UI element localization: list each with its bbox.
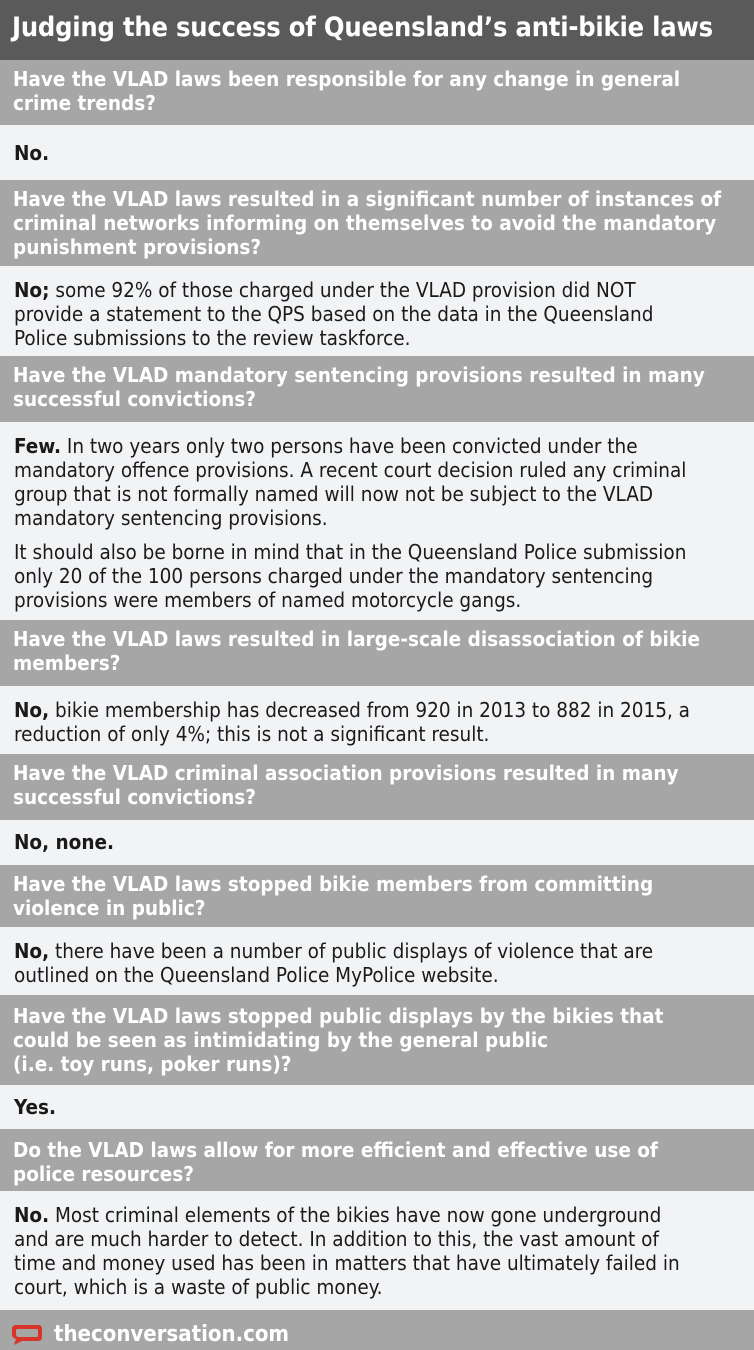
title-text: Judging the success of Queensland’s anti-bikie laws	[12, 12, 713, 43]
site-link[interactable]: theconversation.com	[54, 1321, 290, 1347]
question-2-line-3: punishment provisions?	[13, 235, 262, 259]
answer-5	[0, 820, 754, 865]
answer-3-para2-line-2: only 20 of the 100 persons charged under the mandatory sentencing	[14, 564, 654, 588]
answer-2-line-1: some 92% of those charged under the VLAD provision did NOT	[49, 278, 636, 302]
question-1	[0, 60, 754, 125]
answer-2-line-3: Police submissions to the review taskforce.	[14, 326, 411, 350]
answer-3-para2-line-3: provisions were members of named motorcycle gangs.	[14, 588, 522, 612]
answer-3-line-4: mandatory sentencing provisions.	[14, 506, 328, 530]
answer-8-line-3: time and money used has been in matters that have ultimately failed in	[14, 1251, 680, 1275]
footer	[0, 1310, 754, 1350]
question-7-line-1: Have the VLAD laws stopped public displays by the bikies that	[13, 1004, 664, 1028]
answer-2-line-2: provide a statement to the QPS based on the data in the Queensland	[14, 302, 654, 326]
answer-2-lead: No;	[14, 278, 50, 302]
question-6	[0, 865, 754, 927]
answer-1	[0, 125, 754, 180]
answer-8	[0, 1191, 754, 1310]
answer-8-line-1: Most criminal elements of the bikies have now gone underground	[49, 1203, 662, 1227]
page-title	[0, 0, 754, 60]
answer-4-line-1: bikie membership has decreased from 920 in 2013 to 882 in 2015, a	[49, 698, 690, 722]
question-5	[0, 754, 754, 820]
question-6-line-1: Have the VLAD laws stopped bikie members from committing	[13, 872, 654, 896]
answer-5-lead: No, none.	[14, 830, 114, 854]
answer-4	[0, 686, 754, 754]
conversation-speech-bubble-icon	[10, 1322, 44, 1346]
question-4-line-2: members?	[13, 651, 121, 675]
question-2-line-1: Have the VLAD laws resulted in a significant number of instances of	[13, 187, 722, 211]
answer-1-lead: No.	[14, 141, 50, 165]
question-8-line-2: police resources?	[13, 1162, 194, 1186]
answer-8-lead: No.	[14, 1203, 50, 1227]
answer-2	[0, 266, 754, 356]
answer-6-line-1: there have been a number of public displays of violence that are	[49, 939, 654, 963]
answer-6-lead: No,	[14, 939, 50, 963]
answer-3-lead: Few.	[14, 434, 62, 458]
answer-4-lead: No,	[14, 698, 50, 722]
question-5-line-2: successful convictions?	[13, 785, 256, 809]
answer-4-line-2: reduction of only 4%; this is not a significant result.	[14, 722, 490, 746]
question-2-line-2: criminal networks informing on themselves to avoid the mandatory	[13, 211, 717, 235]
answer-7-lead: Yes.	[14, 1095, 56, 1119]
answer-3-para2-line-1: It should also be borne in mind that in the Queensland Police submission	[14, 540, 687, 564]
question-1-line-2: crime trends?	[13, 91, 156, 115]
question-7-line-3: (i.e. toy runs, poker runs)?	[13, 1052, 292, 1076]
answer-6	[0, 927, 754, 995]
question-8	[0, 1129, 754, 1191]
question-7	[0, 995, 754, 1085]
question-3	[0, 356, 754, 422]
answer-3-line-1: In two years only two persons have been convicted under the	[61, 434, 638, 458]
question-1-line-1: Have the VLAD laws been responsible for any change in general	[13, 67, 681, 91]
question-2	[0, 180, 754, 266]
answer-8-line-4: court, which is a waste of public money.	[14, 1275, 383, 1299]
question-4	[0, 620, 754, 686]
answer-6-line-2: outlined on the Queensland Police MyPolice website.	[14, 963, 499, 987]
question-7-line-2: could be seen as intimidating by the general public	[13, 1028, 549, 1052]
question-4-line-1: Have the VLAD laws resulted in large-scale disassociation of bikie	[13, 627, 700, 651]
question-3-line-2: successful convictions?	[13, 387, 256, 411]
question-6-line-2: violence in public?	[13, 896, 206, 920]
answer-3-line-2: mandatory offence provisions. A recent court decision ruled any criminal	[14, 458, 687, 482]
answer-3-line-3: group that is not formally named will now not be subject to the VLAD	[14, 482, 654, 506]
question-8-line-1: Do the VLAD laws allow for more efficient and effective use of	[13, 1138, 658, 1162]
question-5-line-1: Have the VLAD criminal association provisions resulted in many	[13, 761, 679, 785]
question-3-line-1: Have the VLAD mandatory sentencing provisions resulted in many	[13, 363, 705, 387]
answer-8-line-2: and are much harder to detect. In addition to this, the vast amount of	[14, 1227, 659, 1251]
answer-7	[0, 1085, 754, 1129]
answer-3	[0, 422, 754, 620]
